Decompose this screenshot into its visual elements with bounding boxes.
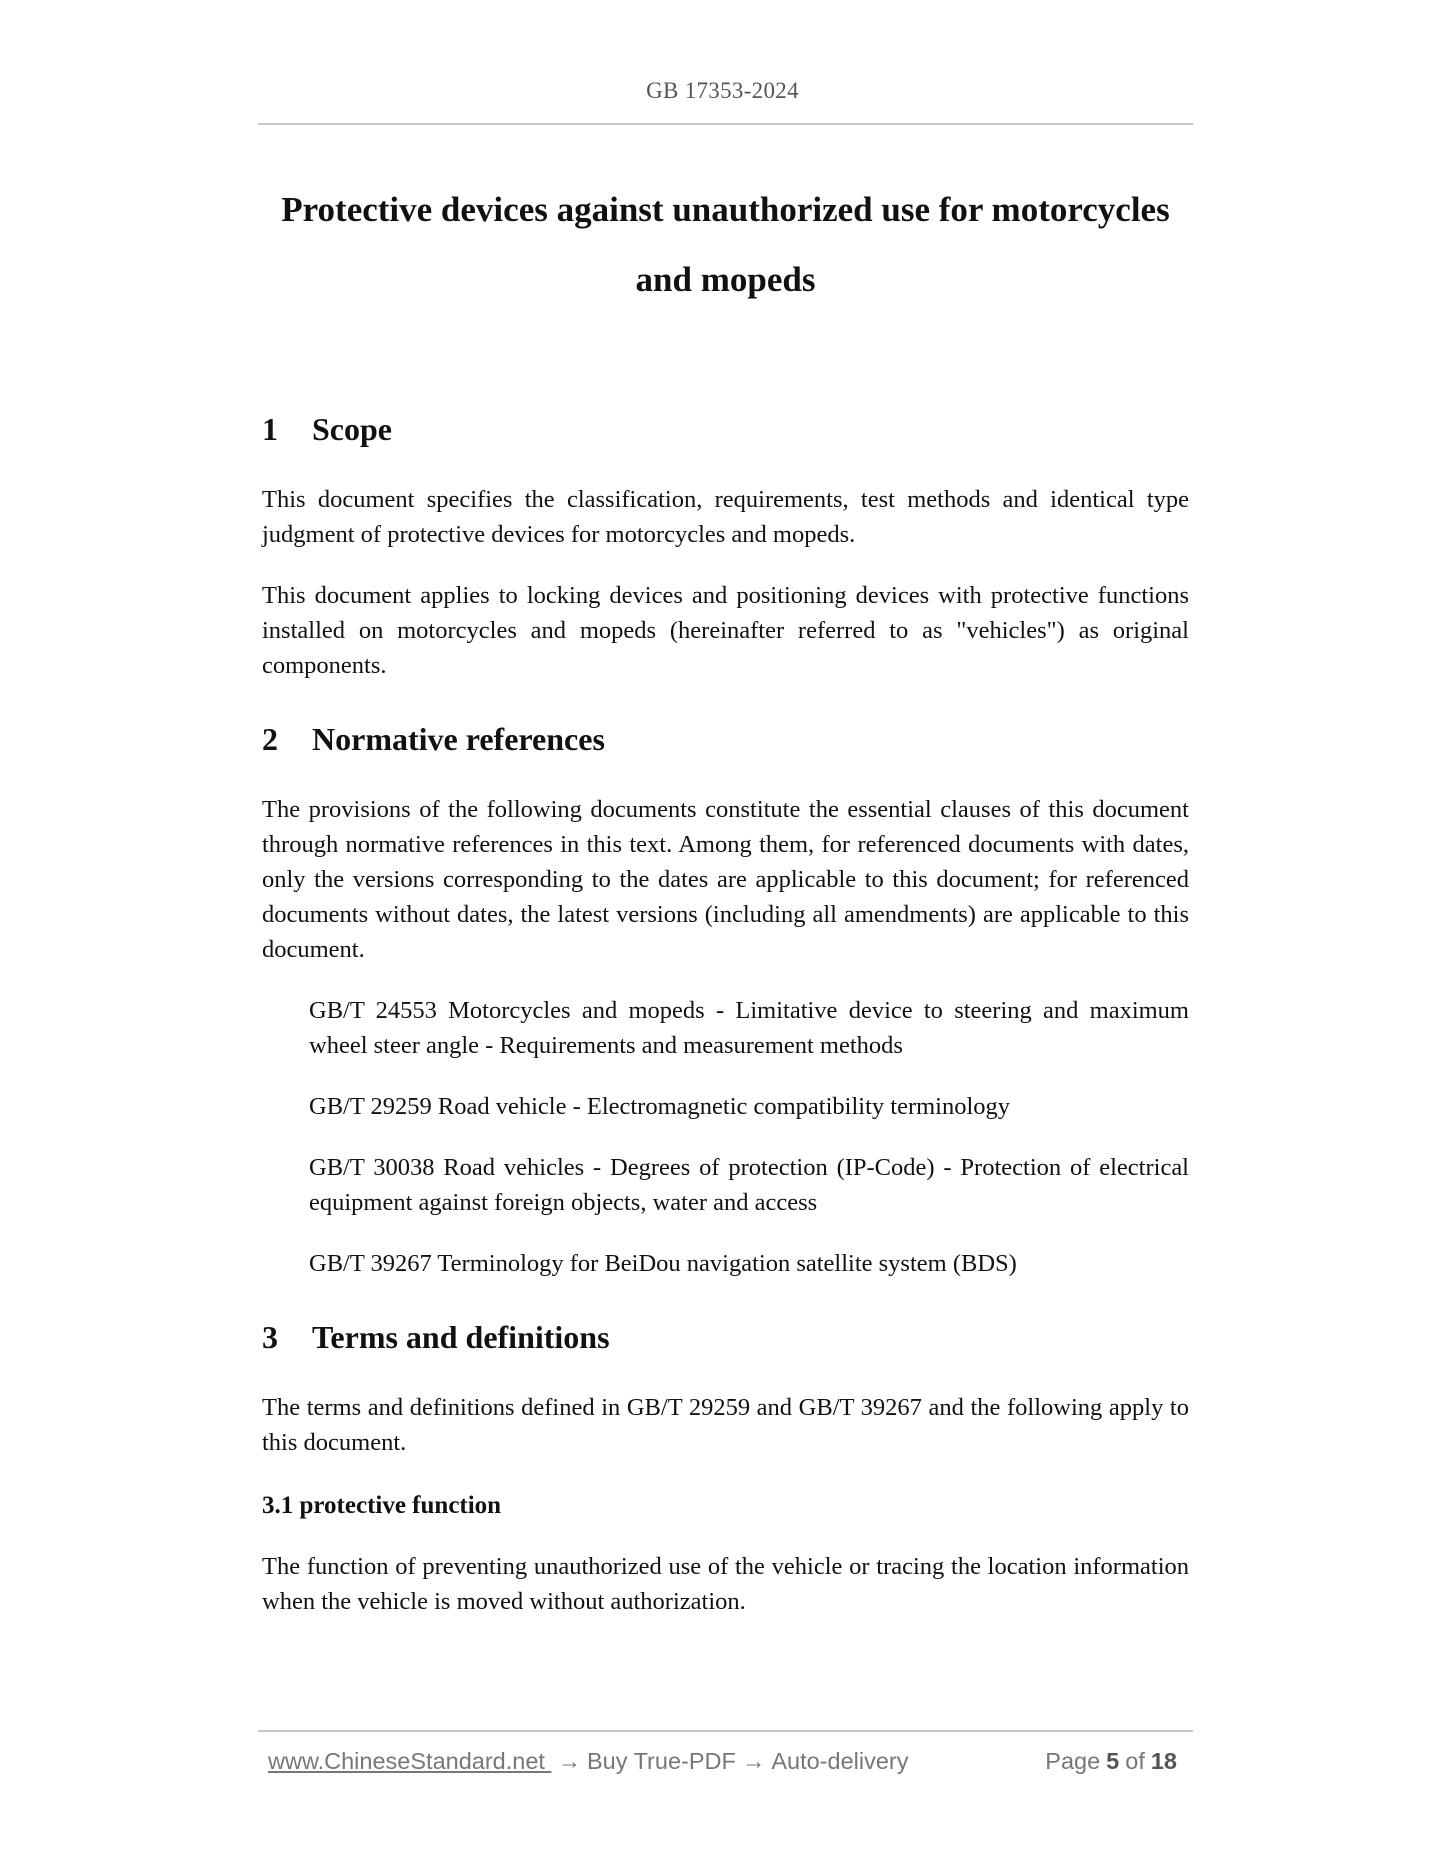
- page-indicator: [1045, 1748, 1183, 1775]
- terms-intro: The terms and definitions defined in GB/T 29259 and GB/T 39267 and the following apply to this document.: [262, 1394, 1189, 1456]
- document-title-line-1: Protective devices against unauthorized use for motorcycles: [281, 190, 1170, 229]
- document-title-line-2: and mopeds: [635, 260, 816, 299]
- section-title: Scope: [312, 411, 392, 447]
- page-of-label: of: [1125, 1748, 1145, 1774]
- reference-list: [262, 993, 1189, 1281]
- section-heading-normative-references: [262, 717, 1189, 761]
- arrow-right-icon: →: [741, 1748, 766, 1774]
- scope-paragraph-2: This document applies to locking devices and positioning devices with protective functions installed on motorcycles and mopeds (hereinafter referred to as "vehicles") as original components.: [262, 582, 1189, 679]
- section-number: 2: [262, 721, 278, 757]
- document-title: [262, 175, 1189, 315]
- page-footer: [268, 1748, 1183, 1775]
- arrow-right-icon: →: [557, 1748, 581, 1774]
- page-total: 18: [1150, 1748, 1177, 1774]
- section-heading-terms-and-definitions: [262, 1315, 1189, 1359]
- buy-true-pdf-text: Buy True-PDF: [586, 1748, 736, 1774]
- header-divider: [258, 123, 1193, 125]
- reference-item: GB/T 39267 Terminology for BeiDou navigation satellite system (BDS): [309, 1250, 1017, 1277]
- auto-delivery-text: Auto-delivery: [771, 1748, 909, 1774]
- reference-item: GB/T 24553 Motorcycles and mopeds - Limitative device to steering and maximum wheel steer angle - Requirements and measurement methods: [309, 997, 1189, 1059]
- reference-item: GB/T 30038 Road vehicles - Degrees of protection (IP-Code) - Protection of electrical equipment against foreign objects, water and access: [309, 1154, 1189, 1216]
- term-heading-3-1: 3.1 protective function: [262, 1492, 502, 1519]
- footer-divider: [258, 1730, 1193, 1732]
- footer-promo: [268, 1748, 909, 1775]
- page-body: [262, 175, 1189, 1619]
- section-title: Normative references: [312, 721, 605, 757]
- section-title: Terms and definitions: [312, 1319, 610, 1355]
- running-header-standard-code: GB 17353-2024: [646, 78, 799, 103]
- term-definition-3-1: The function of preventing unauthorized use of the vehicle or tracing the location information when the vehicle is moved without authorization.: [262, 1553, 1189, 1615]
- page-current: 5: [1106, 1748, 1120, 1774]
- scope-paragraph-1: This document specifies the classification, requirements, test methods and identical type judgment of protective devices for motorcycles and mopeds.: [262, 486, 1189, 548]
- section-heading-scope: [262, 407, 1189, 451]
- reference-item: GB/T 29259 Road vehicle - Electromagnetic compatibility terminology: [309, 1093, 1011, 1120]
- section-number: 3: [262, 1319, 278, 1355]
- page-label: Page: [1045, 1748, 1101, 1774]
- normative-references-intro: The provisions of the following documents constitute the essential clauses of this document through normative references in this text. Among them, for referenced documents with dates, only the versions corresponding to the dates are applicable to this document; for referenced documents without dates, the latest versions (including all amendments) are applicable to this document.: [262, 796, 1189, 963]
- section-number: 1: [262, 411, 278, 447]
- site-link[interactable]: www.ChineseStandard.net: [268, 1748, 552, 1774]
